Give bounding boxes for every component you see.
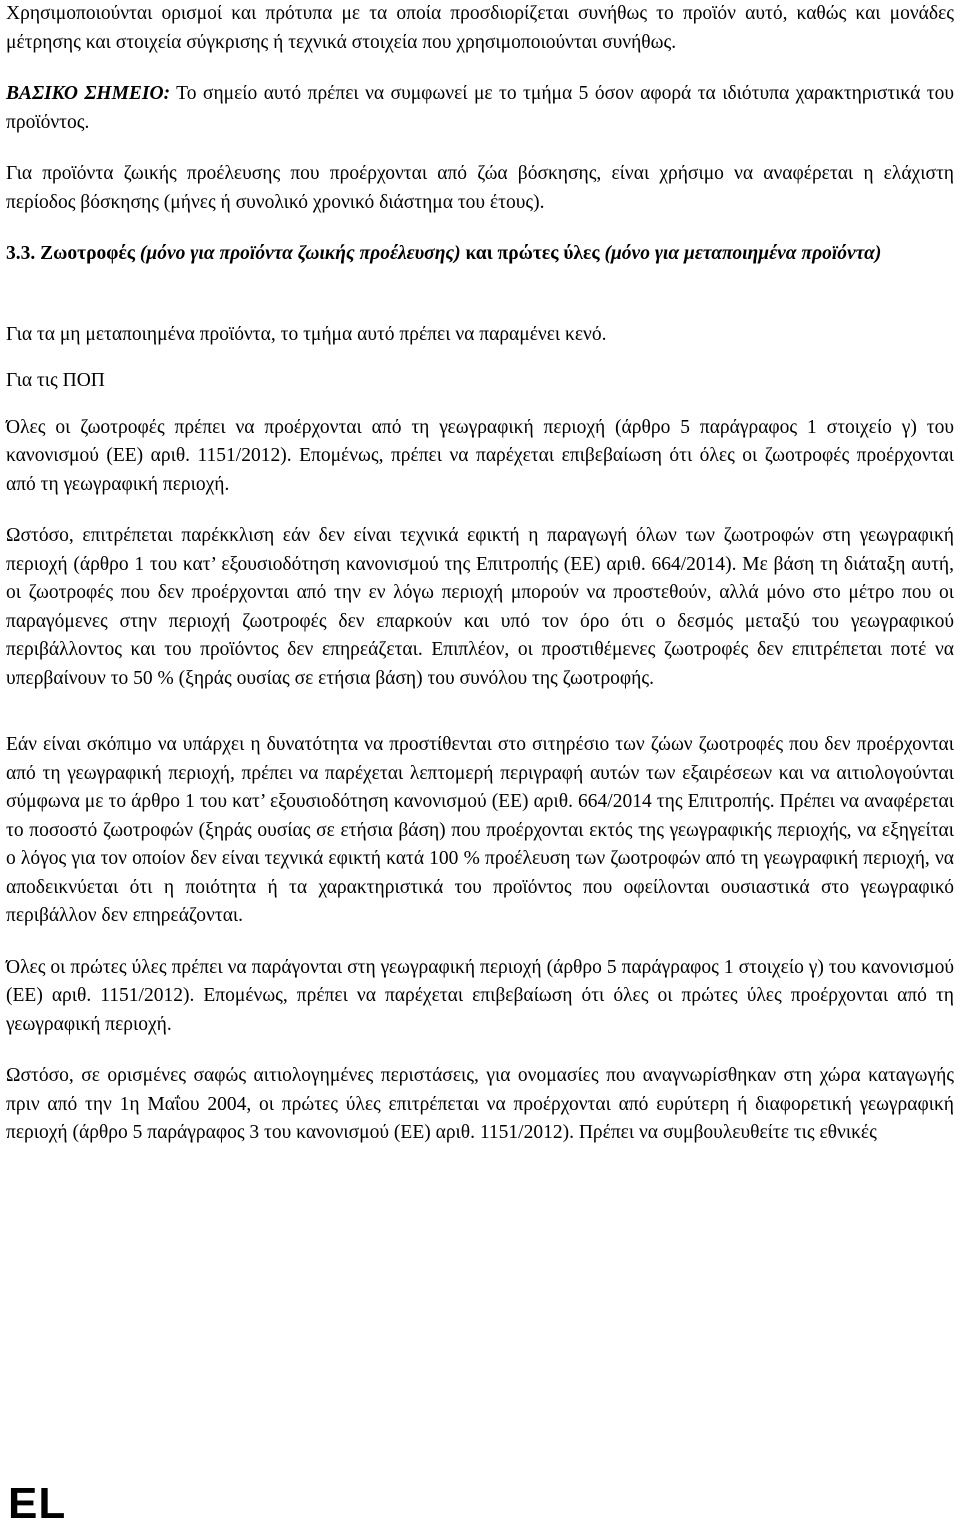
grazing-paragraph: Για προϊόντα ζωικής προέλευσης που προέρχονται από ζώα βόσκησης, είναι χρήσιμο να αναφέρεται η ελάχιστη περίοδος βόσκησης (μήνες ή συνολικό χρονικό διάστημα του έτους). <box>6 163 954 213</box>
derogation-paragraph: Ωστόσο, επιτρέπεται παρέκκλιση εάν δεν είναι τεχνικά εφικτή η παραγωγή όλων των ζωοτροφών στη γεωγραφική περιοχή (άρθρο 1 του κατ’ εξουσιοδότηση κανονισμού της Επιτροπής (ΕΕ) αριθ. 664/2014). Με βάση τη διάταξη αυτή, οι ζωοτροφές που δεν προέρχονται από την εν λόγω περιοχή μπορούν να προστεθούν, αλλά μόνο στο μέτρο που οι παραγόμενες στην περιοχή ζωοτροφές δεν επαρκούν και υπό τον όρο ότι ο δεσμός μεταξύ του γεωγραφικού περιβάλλοντος και του προϊόντος δεν επηρεάζεται. Επιπλέον, οι προστιθέμενες ζωοτροφές δεν επιτρέπεται ποτέ να υπερβαίνουν το 50 % (ξηράς ουσίας σε ετήσια βάση) του συνόλου της ζωοτροφής. <box>6 525 954 689</box>
section-heading <box>6 240 954 269</box>
pdo-label: Για τις ΠΟΠ <box>6 370 105 391</box>
notice-label: ΒΑΣΙΚΟ ΣΗΜΕΙΟ: <box>6 83 171 104</box>
document-page <box>6 0 954 1148</box>
section-heading-part2: (μόνο για προϊόντα ζωικής προέλευσης) <box>139 243 461 264</box>
section-number: 3.3. <box>6 243 36 264</box>
section-heading-part4: (μόνο για μεταποιημένα προϊόντα) <box>604 243 882 264</box>
unprocessed-note: Για τα μη μεταποιημένα προϊόντα, το τμήμα αυτό πρέπει να παραμένει κενό. <box>6 323 607 345</box>
section-heading-part3: και πρώτες ύλες <box>460 243 605 264</box>
feed-paragraph: Όλες οι ζωοτροφές πρέπει να προέρχονται από τη γεωγραφική περιοχή (άρθρο 5 παράγραφος 1 στοιχείο γ) του κανονισμού (ΕΕ) αριθ. 1151/2012). Επομένως, πρέπει να παρέχεται επιβεβαίωση ότι όλες οι ζωοτροφές προέρχονται από τη γεωγραφική περιοχή. <box>6 416 954 495</box>
intro-paragraph: Χρησιμοποιούνται ορισμοί και πρότυπα με τα οποία προσδιορίζεται συνήθως το προϊόν αυτό, καθώς και μονάδες μέτρησης και στοιχεία σύγκρισης ή τεχνικά στοιχεία που χρησιμοποιούνται συνήθως. <box>6 3 954 53</box>
notice-paragraph <box>6 80 954 137</box>
section-heading-part1: Ζωοτροφές <box>35 243 140 264</box>
notice-text: Το σημείο αυτό πρέπει να συμφωνεί με το τμήμα 5 όσον αφορά τα ιδιότυπα χαρακτηριστικά του προϊόντος. <box>6 83 954 133</box>
language-code: EL <box>8 1479 67 1528</box>
recognised-names-paragraph: Ωστόσο, σε ορισμένες σαφώς αιτιολογημένες περιστάσεις, για ονομασίες που αναγνωρίσθηκαν στη χώρα καταγωγής πριν από την 1η Μαΐου 2004, οι πρώτες ύλες επιτρέπεται να προέρχονται από ευρύτερη ή διαφορετική γεωγραφική περιοχή (άρθρο 5 παράγραφος 3 του κανονισμού (ΕΕ) αριθ. 1151/2012). Πρέπει να συμβουλευθείτε τις εθνικές <box>6 1065 954 1143</box>
raw-materials-paragraph: Όλες οι πρώτες ύλες πρέπει να παράγονται στη γεωγραφική περιοχή (άρθρο 5 παράγραφος 1 στοιχείο γ) του κανονισμού (ΕΕ) αριθ. 1151/2012). Επομένως, πρέπει να παρέχεται επιβεβαίωση ότι όλες οι πρώτες ύλες προέρχονται από τη γεωγραφική περιοχή. <box>6 956 954 1035</box>
exceptions-paragraph: Εάν είναι σκόπιμο να υπάρχει η δυνατότητα να προστίθενται στο σιτηρέσιο των ζώων ζωοτροφές που δεν προέρχονται από τη γεωγραφική περιοχή, πρέπει να παρέχεται λεπτομερή περιγραφή αυτών των εξαιρέσεων και να αιτιολογούνται σύμφωνα με το άρθρο 1 του κατ’ εξουσιοδότηση κανονισμού (ΕΕ) αριθ. 664/2014 της Επιτροπής. Πρέπει να αναφέρεται το ποσοστό ζωοτροφών (ξηράς ουσίας σε ετήσια βάση) που προέρχονται εκτός της γεωγραφικής περιοχής, να εξηγείται ο λόγος για τον οποίον δεν είναι τεχνικά εφικτή κατά 100 % προέλευση των ζωοτροφών από τη γεωγραφική περιοχή, να αποδεικνύεται ότι η ποιότητα ή τα χαρακτηριστικά του προϊόντος που οφείλονται ουσιαστικά στο γεωγραφικό περιβάλλον δεν επηρεάζονται. <box>6 734 954 926</box>
